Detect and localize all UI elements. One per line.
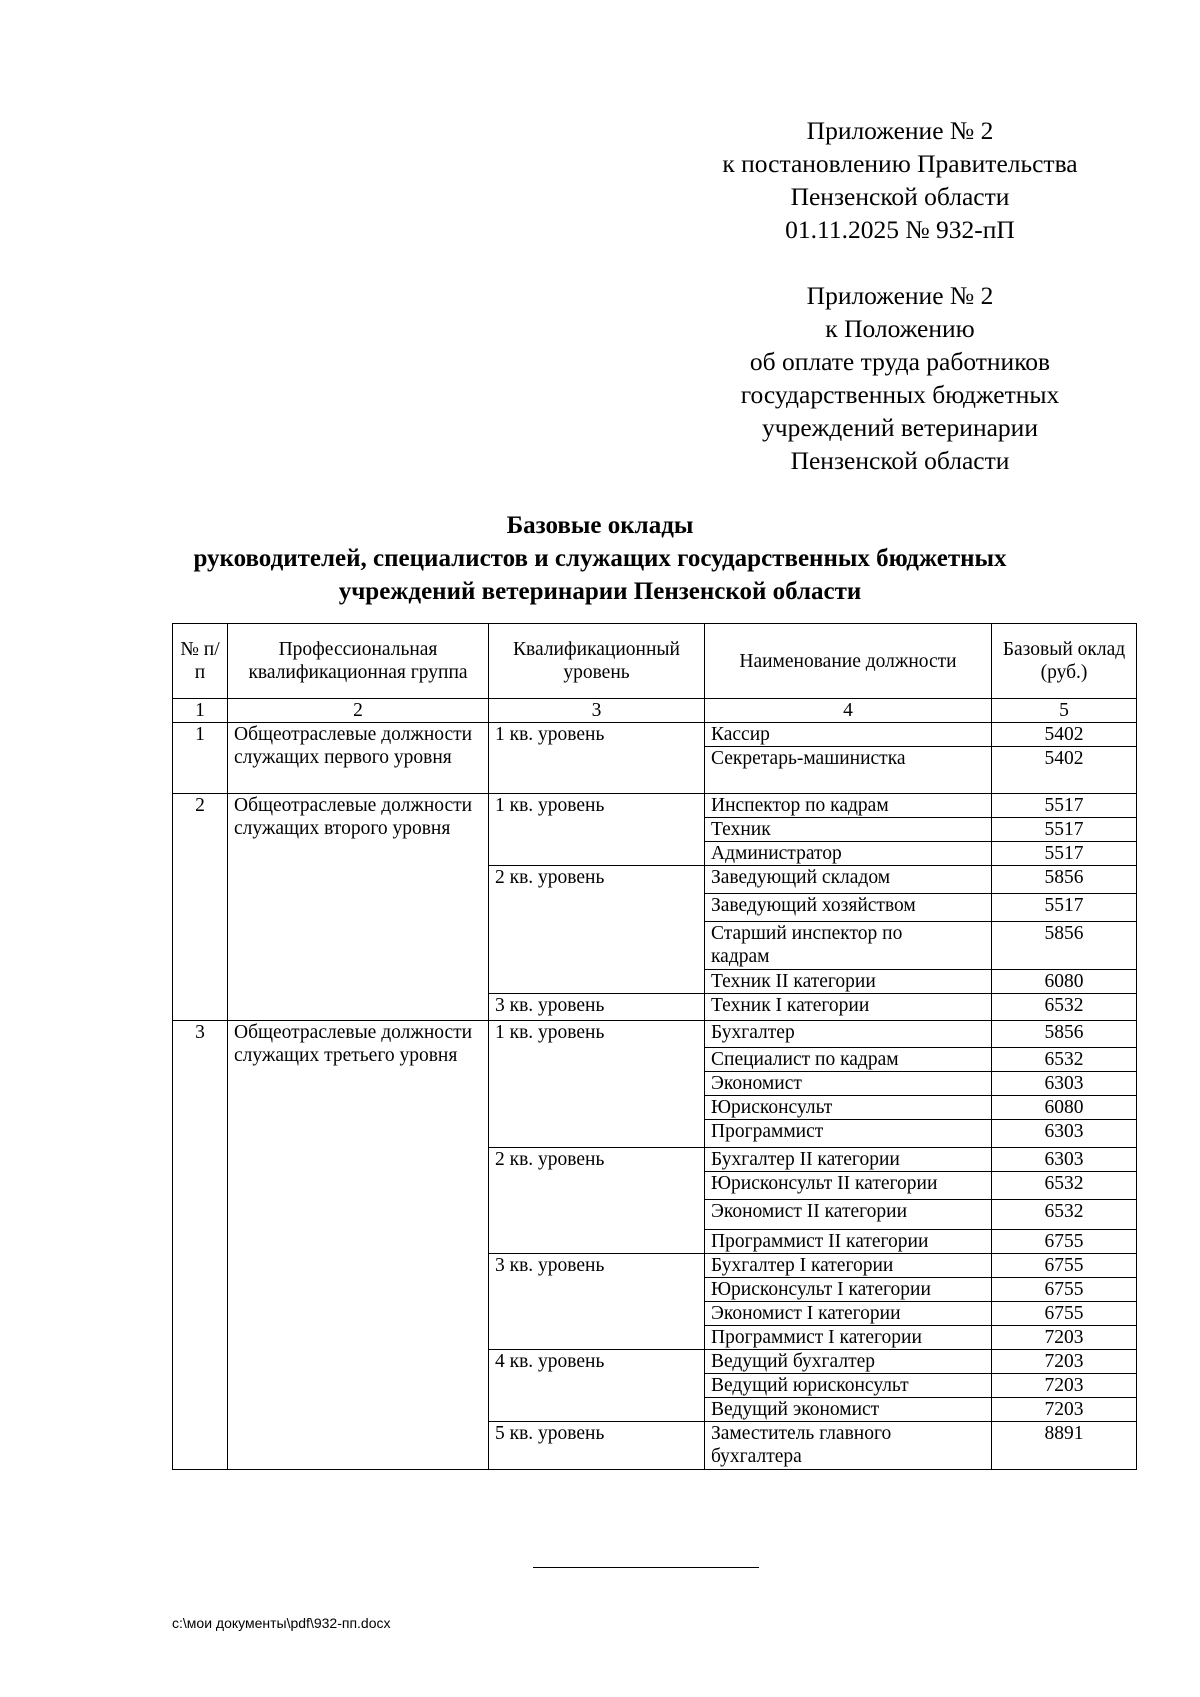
position-title: Секретарь-машинистка <box>705 747 992 794</box>
position-title: Техник II категории <box>705 970 992 994</box>
base-salary: 5402 <box>992 747 1137 794</box>
base-salary: 7203 <box>992 1326 1137 1350</box>
table-row <box>173 723 1137 747</box>
position-title: Бухгалтер II категории <box>705 1148 992 1172</box>
base-salary: 5856 <box>992 1021 1137 1048</box>
appendix-line: Приложение № 2 <box>806 281 994 310</box>
position-title: Юрисконсульт <box>705 1096 992 1120</box>
base-salary: 6080 <box>992 970 1137 994</box>
position-title: Программист I категории <box>705 1326 992 1350</box>
base-salary: 6755 <box>992 1278 1137 1302</box>
group-name: Общеотраслевые должности служащих первого уровня <box>228 723 489 794</box>
base-salary: 6303 <box>992 1120 1137 1148</box>
group-name: Общеотраслевые должности служащих третьего уровня <box>228 1021 489 1470</box>
position-title: Заместитель главного бухгалтера <box>705 1422 992 1470</box>
base-salary: 8891 <box>992 1422 1137 1470</box>
qualification-level: 1 кв. уровень <box>489 794 705 866</box>
appendix-line: учреждений ветеринарии <box>762 413 1038 442</box>
position-title: Программист II категории <box>705 1230 992 1254</box>
base-salary: 6303 <box>992 1072 1137 1096</box>
base-salary: 6303 <box>992 1148 1137 1172</box>
base-salary: 6532 <box>992 1172 1137 1200</box>
position-title: Администратор <box>705 842 992 866</box>
document-title: Базовые оклады <box>506 512 694 539</box>
base-salary: 5402 <box>992 723 1137 747</box>
appendix-line: к постановлению Правительства <box>722 149 1078 178</box>
position-title: Старший инспектор по кадрам <box>705 922 992 970</box>
column-number: 4 <box>705 699 992 723</box>
position-title: Экономист <box>705 1072 992 1096</box>
qualification-level: 4 кв. уровень <box>489 1350 705 1422</box>
group-name: Общеотраслевые должности служащих второго уровня <box>228 794 489 1021</box>
column-header: Базовый оклад (руб.) <box>992 624 1137 699</box>
appendix-line: Приложение № 2 <box>806 116 994 145</box>
base-salary: 5517 <box>992 842 1137 866</box>
appendix-line: Пензенской области <box>790 182 1010 211</box>
appendix-line: к Положению <box>825 314 975 343</box>
group-number: 2 <box>173 794 228 1021</box>
position-title: Инспектор по кадрам <box>705 794 992 818</box>
base-salary: 5856 <box>992 866 1137 894</box>
table-header-row <box>173 624 1137 699</box>
position-title: Юрисконсульт I категории <box>705 1278 992 1302</box>
column-header: Наименование должности <box>705 624 992 699</box>
qualification-level: 1 кв. уровень <box>489 1021 705 1148</box>
appendix-date-number: 01.11.2025 № 932-пП <box>785 215 1015 244</box>
column-header: Профессиональная квалификационная группа <box>228 624 489 699</box>
base-salary: 6755 <box>992 1302 1137 1326</box>
position-title: Ведущий юрисконсульт <box>705 1374 992 1398</box>
position-title: Экономист I категории <box>705 1302 992 1326</box>
end-divider <box>533 1567 759 1568</box>
qualification-level: 3 кв. уровень <box>489 1254 705 1350</box>
qualification-level: 2 кв. уровень <box>489 866 705 994</box>
base-salary: 5517 <box>992 818 1137 842</box>
column-number-row <box>173 699 1137 723</box>
column-header: Квалификационный уровень <box>489 624 705 699</box>
qualification-level: 5 кв. уровень <box>489 1422 705 1470</box>
base-salary: 6532 <box>992 994 1137 1021</box>
column-number: 3 <box>489 699 705 723</box>
group-number: 1 <box>173 723 228 794</box>
base-salary: 7203 <box>992 1374 1137 1398</box>
base-salary: 5517 <box>992 894 1137 922</box>
document-subtitle: руководителей, специалистов и служащих государственных бюджетных <box>193 545 1007 572</box>
base-salary: 7203 <box>992 1350 1137 1374</box>
position-title: Программист <box>705 1120 992 1148</box>
qualification-level: 3 кв. уровень <box>489 994 705 1021</box>
position-title: Юрисконсульт II категории <box>705 1172 992 1200</box>
qualification-level: 1 кв. уровень <box>489 723 705 794</box>
position-title: Бухгалтер I категории <box>705 1254 992 1278</box>
column-header: № п/п <box>173 624 228 699</box>
base-salary: 6755 <box>992 1254 1137 1278</box>
group-number: 3 <box>173 1021 228 1470</box>
file-path-footer: c:\мои документы\pdf\932-пп.docx <box>172 1615 391 1631</box>
position-title: Заведующий складом <box>705 866 992 894</box>
table-row <box>173 1021 1137 1048</box>
position-title: Кассир <box>705 723 992 747</box>
qualification-level: 2 кв. уровень <box>489 1148 705 1254</box>
appendix-line: Пензенской области <box>790 446 1010 475</box>
table-row <box>173 794 1137 818</box>
base-salary: 6532 <box>992 1048 1137 1072</box>
base-salary: 5517 <box>992 794 1137 818</box>
position-title: Техник I категории <box>705 994 992 1021</box>
position-title: Экономист II категории <box>705 1200 992 1230</box>
column-number: 1 <box>173 699 228 723</box>
column-number: 5 <box>992 699 1137 723</box>
appendix-line: об оплате труда работников <box>749 347 1051 376</box>
base-salary: 6532 <box>992 1200 1137 1230</box>
appendix-line: государственных бюджетных <box>740 380 1060 409</box>
position-title: Техник <box>705 818 992 842</box>
base-salary: 6755 <box>992 1230 1137 1254</box>
base-salary: 7203 <box>992 1398 1137 1422</box>
document-subtitle: учреждений ветеринарии Пензенской области <box>338 578 862 605</box>
salary-table <box>172 623 1137 1470</box>
position-title: Бухгалтер <box>705 1021 992 1048</box>
position-title: Заведующий хозяйством <box>705 894 992 922</box>
base-salary: 6080 <box>992 1096 1137 1120</box>
position-title: Специалист по кадрам <box>705 1048 992 1072</box>
position-title: Ведущий бухгалтер <box>705 1350 992 1374</box>
base-salary: 5856 <box>992 922 1137 970</box>
position-title: Ведущий экономист <box>705 1398 992 1422</box>
column-number: 2 <box>228 699 489 723</box>
